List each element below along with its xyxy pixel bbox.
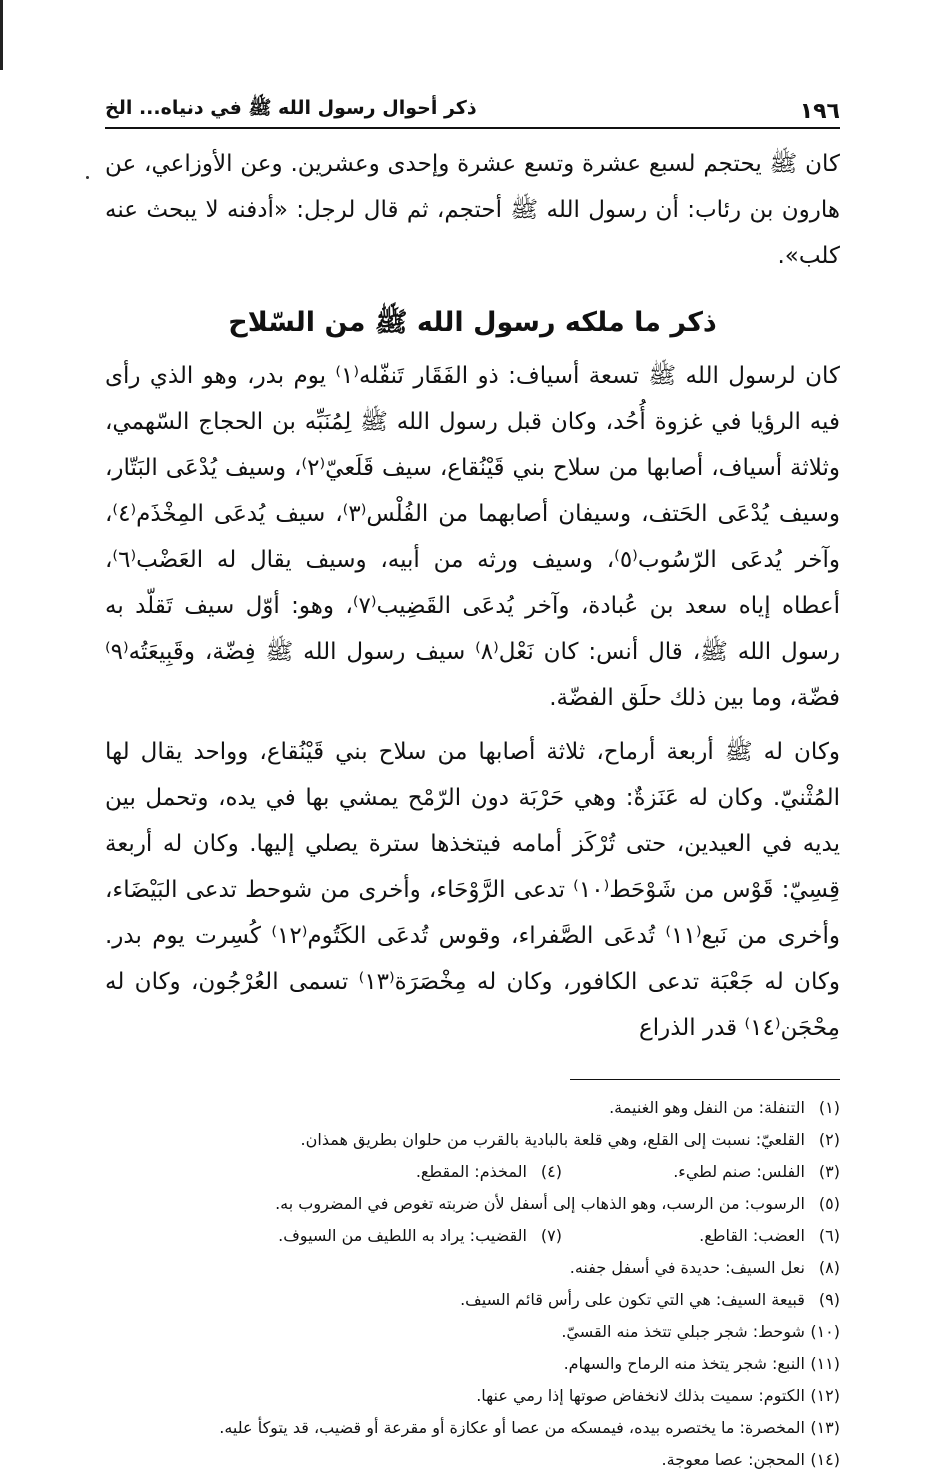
footnotes: [105, 1092, 840, 1476]
page-edge-mark: [0, 0, 3, 70]
footnote-12: [105, 1380, 840, 1412]
running-title: ذكر أحوال رسول الله ﷺ في دنياه... الخ: [105, 97, 477, 119]
footnote-text: شوحط: شجر جبلي تتخذ منه القسيّ.: [561, 1322, 805, 1341]
footnote-number: (١٤): [810, 1450, 840, 1469]
footnote-text: النبع: شجر يتخذ منه الرماح والسهام.: [563, 1354, 805, 1373]
section-title: ذكر ما ملكه رسول الله ﷺ من السّلاح: [228, 307, 717, 338]
footnote-13: [105, 1412, 840, 1444]
running-header: [105, 92, 840, 129]
footnote-text: الكتوم: سميت بذلك لانخفاض صوتها إذا رمي عنها.: [476, 1386, 805, 1405]
footnote-number: (٥): [818, 1194, 840, 1213]
footnote-number: (٧): [540, 1226, 562, 1245]
footnote-text: قبيعة السيف: هي التي تكون على رأس قائم السيف.: [460, 1290, 805, 1309]
footnote-number: (١٠): [810, 1322, 840, 1341]
footnote-text: القلعيّ: نسبت إلى القلع، وهي قلعة بالبادية بالقرب من حلوان بطريق همذان.: [300, 1130, 805, 1149]
footnote-7: [278, 1220, 562, 1252]
footnote-text: المخذم: المقطع.: [415, 1162, 527, 1181]
footnote-text: المحجن: عصا معوجة.: [661, 1450, 805, 1469]
page-number: ١٩٦: [799, 99, 840, 124]
book-page: [105, 92, 840, 1476]
footnote-2: [105, 1124, 840, 1156]
footnote-10: [105, 1316, 840, 1348]
footnote-row-6-7: [105, 1220, 840, 1252]
footnote-number: (٤): [540, 1162, 562, 1181]
footnote-text: القضيب: يراد به اللطيف من السيوف.: [278, 1226, 527, 1245]
swords-paragraph: كان لرسول الله ﷺ تسعة أسياف: ذو الفَقَار تَنفّله⁽١⁾ يوم بدر، وهو الذي رأى فيه الرؤيا في غزوة أُحُد، وكان قبل رسول الله ﷺ لِمُنَبِّه بن الحجاج السّهمي، وثلاثة أسياف، أصابها من سلاح بني قَيْنُقاع، سيف قَلَعيّ⁽٢⁾، وسيف يُدْعَى البَتّار، وسيف يُدْعَى الحَتف، وسيفان أصابهما من الفُلْس⁽٣⁾، سيف يُدعَى المِخْذَم⁽٤⁾، وآخر يُدعَى الرّسُوب⁽٥⁾، وسيف ورثه من أبيه، وسيف يقال له العَضْب⁽٦⁾، أعطاه إياه سعد بن عُبادة، وآخر يُدعَى القَضِيب⁽٧⁾، وهو: أوّل سيف تَقلّد به رسول الله ﷺ، قال أنس: كان نَعْل⁽٨⁾ سيف رسول الله ﷺ فِضّة، وقَبِيعَتُه⁽٩⁾ فضّة، وما بين ذلك حلَق الفضّة.: [105, 363, 840, 711]
footnote-text: التنفلة: من النفل وهو الغنيمة.: [609, 1098, 805, 1117]
intro-paragraph: كان ﷺ يحتجم لسبع عشرة وتسع عشرة وإحدى وعشرين. وعن الأوزاعي، عن هارون بن رئاب: أن رسول الله ﷺ أحتجم، ثم قال لرجل: «أدفنه لا يبحث عنه كلب».: [105, 151, 840, 269]
footnote-number: (١١): [810, 1354, 840, 1373]
footnote-number: (٩): [818, 1290, 840, 1309]
footnote-number: (٦): [818, 1226, 840, 1245]
footnote-4: [416, 1156, 562, 1188]
footnote-1: [105, 1092, 840, 1124]
footnote-text: نعل السيف: حديدة في أسفل جفنه.: [569, 1258, 805, 1277]
footnote-text: العضب: القاطع.: [699, 1226, 805, 1245]
footnote-separator: [570, 1079, 840, 1080]
footnote-text: المخصرة: ما يختصره بيده، فيمسكه من عصا أو عكازة أو مقرعة أو قضيب، قد يتوكأ عليه.: [219, 1418, 805, 1437]
footnote-number: (١٣): [810, 1418, 840, 1437]
scan-dot: [86, 176, 89, 179]
weapons-paragraph: وكان له ﷺ أربعة أرماح، ثلاثة أصابها من سلاح بني قَيْنُقاع، وواحد يقال لها المُثْنيّ. وكان له عَنَزةٌ: وهي حَرْبَة دون الرّمْح يمشي بها في يده، وتحمل بين يديه في العيدين، حتى تُرْكَز أمامه فيتخذها سترة يصلي إليها. وكان له أربعة قِسِيّ: قَوْس من شَوْحَط⁽١٠⁾ تدعى الرَّوْحَاء، وأخرى من شوحط تدعى البَيْضَاء، وأخرى من نَبع⁽١١⁾ تُدعَى الصَّفراء، وقوس تُدعَى الكَتُوم⁽١٢⁾ كُسِرت يوم بدر. وكان له جَعْبَة تدعى الكافور، وكان له مِخْصَرَة⁽١٣⁾ تسمى العُرْجُون، وكان له مِحْجَن⁽١٤⁾ قدر الذراع: [105, 739, 841, 1041]
footnote-14: [105, 1444, 840, 1476]
footnote-row-3-4: [105, 1156, 840, 1188]
footnote-number: (١): [818, 1098, 840, 1117]
footnote-6: [610, 1220, 840, 1252]
footnote-number: (٣): [818, 1162, 840, 1181]
footnote-text: الفلس: صنم لطيء.: [673, 1162, 805, 1181]
footnote-9: [105, 1284, 840, 1316]
footnote-3: [610, 1156, 840, 1188]
footnote-number: (٨): [818, 1258, 840, 1277]
footnote-number: (١٢): [810, 1386, 840, 1405]
footnote-5: [105, 1188, 840, 1220]
footnote-8: [105, 1252, 840, 1284]
footnote-number: (٢): [818, 1130, 840, 1149]
footnote-text: الرسوب: من الرسب، وهو الذهاب إلى أسفل لأن ضربته تغوص في المضروب به.: [275, 1194, 805, 1213]
footnote-11: [105, 1348, 840, 1380]
